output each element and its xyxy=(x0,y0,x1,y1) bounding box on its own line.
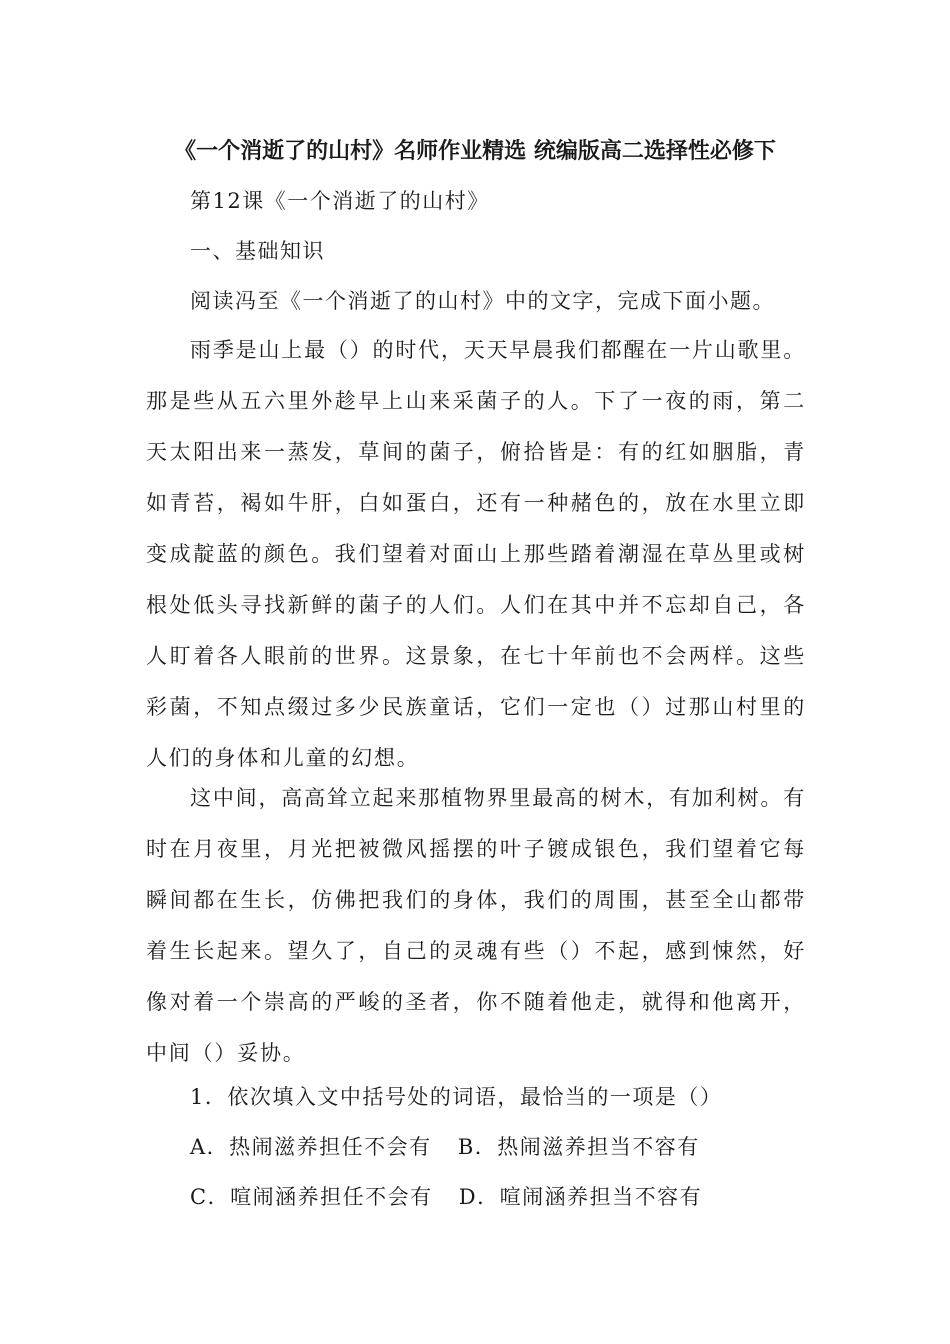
options-row-1 xyxy=(190,1132,700,1162)
document-title: 《一个消逝了的山村》名师作业精选 统编版高二选择性必修下 xyxy=(174,139,776,164)
lesson-heading: 第12课《一个消逝了的山村》 xyxy=(190,189,490,213)
option-c[interactable]: C．喧闹涵养担任不会有 xyxy=(190,1185,433,1209)
question-stem: 1．依次填入文中括号处的词语，最恰当的一项是（） xyxy=(190,1085,723,1109)
section-heading: 一、基础知识 xyxy=(190,239,325,263)
passage-paragraph-1: 雨季是山上最（）的时代，天天早晨我们都醒在一片山歌里。那是些从五六里外趁早上山来采菌子的人。下了一夜的雨，第二天太阳出来一蒸发，草间的菌子，俯拾皆是：有的红如胭脂，青如青苔，褐如牛肝，白如蛋白，还有一种赭色的，放在水里立即变成靛蓝的颜色。我们望着对面山上那些踏着潮湿在草丛里或树根处低头寻找新鲜的菌子的人们。人们在其中并不忘却自己，各人盯着各人眼前的世界。这景象，在七十年前也不会两样。这些彩菌，不知点缀过多少民族童话，它们一定也（）过那山村里的人们的身体和儿童的幻想。 xyxy=(146,338,806,770)
option-b[interactable]: B．热闹滋养担当不容有 xyxy=(457,1135,700,1159)
passage-paragraph-2: 这中间，高高耸立起来那植物界里最高的树木，有加利树。有时在月夜里，月光把被微风摇摆的叶子镀成银色，我们望着它每瞬间都在生长，仿佛把我们的身体，我们的周围，甚至全山都带着生长起来。望久了，自己的灵魂有些（）不起，感到悚然，好像对着一个崇高的严峻的圣者，你不随着他走，就得和他离开，中间（）妥协。 xyxy=(146,786,806,1065)
reading-instruction: 阅读冯至《一个消逝了的山村》中的文字，完成下面小题。 xyxy=(190,289,775,313)
option-a[interactable]: A．热闹滋养担任不会有 xyxy=(190,1135,432,1159)
options-row-2 xyxy=(190,1182,702,1212)
option-d[interactable]: D．喧闹涵养担当不容有 xyxy=(458,1185,703,1209)
